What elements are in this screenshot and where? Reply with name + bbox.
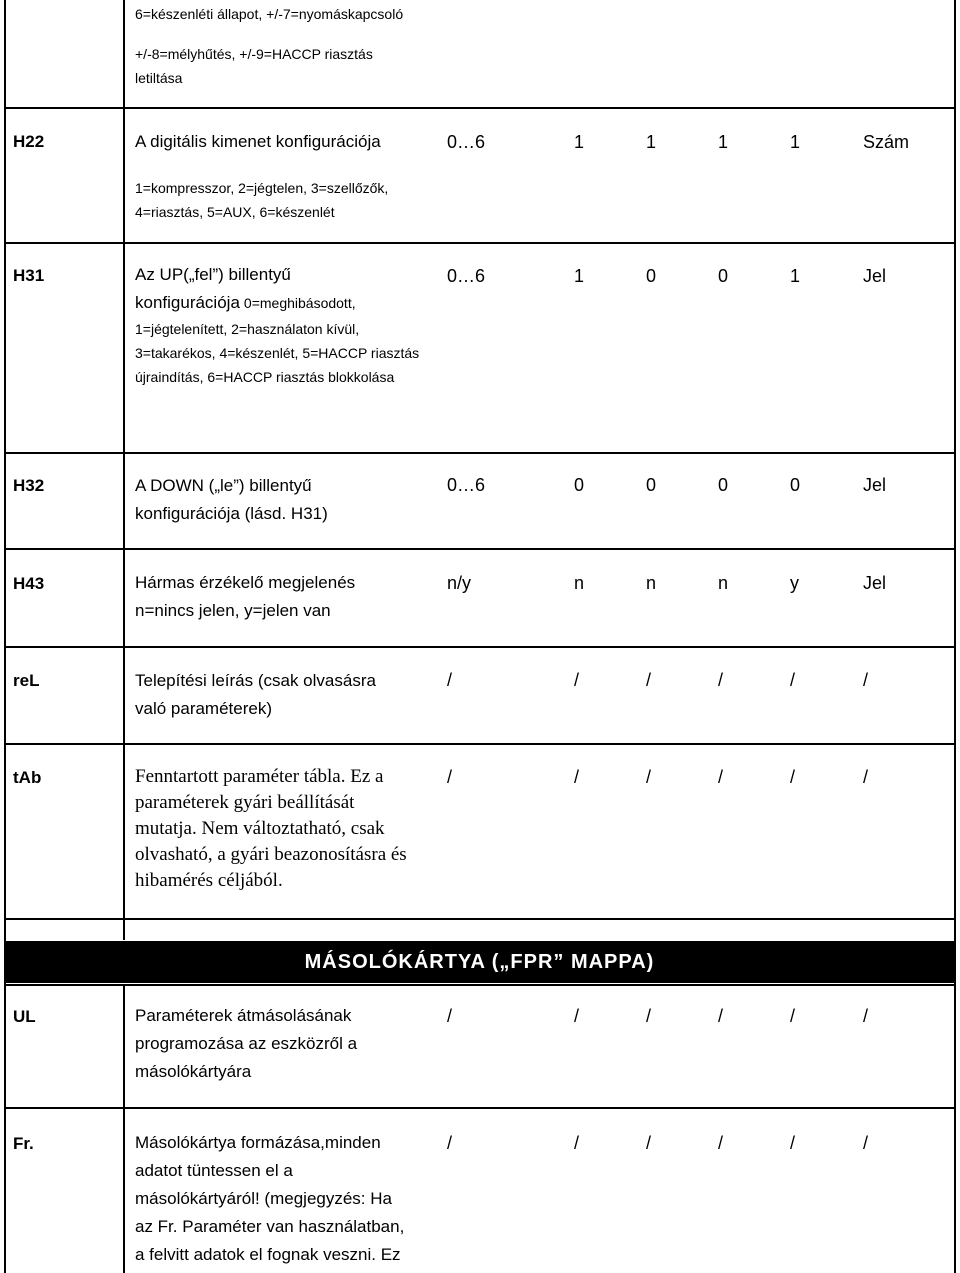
param-value: / [574,1133,580,1153]
param-description [135,764,435,894]
row-divider [4,452,956,454]
row-divider [4,918,956,920]
description-line: programozása az eszközről a [135,1034,358,1053]
section-title: MÁSOLÓKÁRTYA („FPR” MAPPA) [304,951,655,973]
param-description [135,1002,435,1086]
param-description [135,261,435,389]
description-line: Másolókártya formázása,minden [135,1133,381,1152]
description-line: 6=készenléti állapot, +/-7=nyomáskapcsoló [135,6,404,22]
param-range: 0…6 [447,266,486,286]
table-border-left [4,0,6,1273]
param-unit: Szám [863,132,910,152]
description-line: 1=kompresszor, 2=jégtelen, 3=szellőzők, [135,180,389,196]
param-value: / [574,767,580,787]
description-line: 0=meghibásodott, [243,295,356,311]
param-value: / [718,1006,724,1026]
param-value: 0 [718,475,729,495]
row-divider [4,107,956,109]
param-value: 0 [790,475,801,495]
param-range: n/y [447,573,472,593]
row-divider [4,548,956,550]
row-divider [4,242,956,244]
param-description [135,2,435,90]
param-unit: / [863,1006,869,1026]
param-value: / [790,767,796,787]
section-header [5,941,954,983]
param-description [135,472,435,528]
param-code: H22 [13,132,45,151]
param-code: H31 [13,266,45,285]
description-line: +/-8=mélyhűtés, +/-9=HACCP riasztás [135,46,373,62]
row-divider [4,1107,956,1109]
table-column-divider [123,0,125,940]
param-unit: / [863,1133,869,1153]
description-line: Paraméterek átmásolásának [135,1006,352,1025]
param-value: 1 [646,132,657,152]
param-title: Az UP(„fel”) billentyű [135,265,291,284]
description-line: konfigurációja (lásd. H31) [135,504,328,523]
description-line: hibamérés céljából. [135,870,283,891]
param-value: 1 [574,132,585,152]
description-line: Fenntartott paraméter tábla. Ez a [135,766,384,787]
param-value: 1 [790,132,801,152]
param-range: / [447,1006,453,1026]
description-line: A DOWN („le”) billentyű [135,476,312,495]
param-value: / [790,1006,796,1026]
param-value: / [790,1133,796,1153]
param-value: / [574,1006,580,1026]
description-line: 3=takarékos, 4=készenlét, 5=HACCP riasztás [135,345,420,361]
description-line: letiltása [135,70,183,86]
param-value: / [574,670,580,690]
row-divider [4,646,956,648]
param-range: 0…6 [447,475,486,495]
row-divider [4,743,956,745]
description-line: n=nincs jelen, y=jelen van [135,601,331,620]
param-title: A digitális kimenet konfigurációja [135,132,381,151]
param-value: n [718,573,729,593]
param-value: / [718,670,724,690]
param-unit: Jel [863,475,887,495]
description-line: mutatja. Nem változtatható, csak [135,818,385,839]
description-line: másolókártyáról! (megjegyzés: Ha [135,1189,392,1208]
param-description [135,667,435,723]
param-value: 0 [574,475,585,495]
description-line: olvasható, a gyári beazonosításra és [135,844,407,865]
description-line: adatot tüntessen el a [135,1161,293,1180]
param-value: / [790,670,796,690]
param-code: H32 [13,476,45,495]
description-line: az Fr. Paraméter van használatban, [135,1217,405,1236]
param-value: / [646,1133,652,1153]
description-line: való paraméterek) [135,699,273,718]
param-value: / [646,1006,652,1026]
description-line: 1=jégtelenített, 2=használaton kívül, [135,321,360,337]
param-unit: Jel [863,573,887,593]
description-line: újraindítás, 6=HACCP riasztás blokkolása [135,369,395,385]
param-code: Fr. [13,1134,34,1153]
param-range: 0…6 [447,132,486,152]
description-line: 4=riasztás, 5=AUX, 6=készenlét [135,204,335,220]
param-title-line [135,289,435,317]
description-line: paraméterek gyári beállítását [135,792,355,813]
param-description [135,569,435,625]
param-code: H43 [13,574,45,593]
param-description [135,1129,435,1269]
description-line: Telepítési leírás (csak olvasásra [135,671,376,690]
param-range: / [447,1133,453,1153]
row-divider [4,984,956,986]
param-value: / [646,767,652,787]
param-unit: Jel [863,266,887,286]
param-value: n [574,573,585,593]
param-value: 0 [646,475,657,495]
param-value: n [646,573,657,593]
param-value: / [718,1133,724,1153]
param-unit: / [863,767,869,787]
param-code: tAb [13,768,42,787]
param-range: / [447,767,453,787]
description-line: másolókártyára [135,1062,252,1081]
param-title: konfigurációja [135,293,240,312]
param-value: / [646,670,652,690]
param-unit: / [863,670,869,690]
param-value: 0 [718,266,729,286]
description-line: Hármas érzékelő megjelenés [135,573,356,592]
param-value: / [718,767,724,787]
param-value: y [790,573,799,593]
param-range: / [447,670,453,690]
param-value: 1 [718,132,729,152]
param-code: reL [13,671,40,690]
param-code: UL [13,1007,36,1026]
param-description [135,176,435,224]
param-value: 1 [790,266,801,286]
param-value: 0 [646,266,657,286]
param-value: 1 [574,266,585,286]
table-border-right [954,0,956,1273]
table-column-divider [123,984,125,1273]
description-line: a felvitt adatok el fognak veszni. Ez [135,1245,401,1264]
